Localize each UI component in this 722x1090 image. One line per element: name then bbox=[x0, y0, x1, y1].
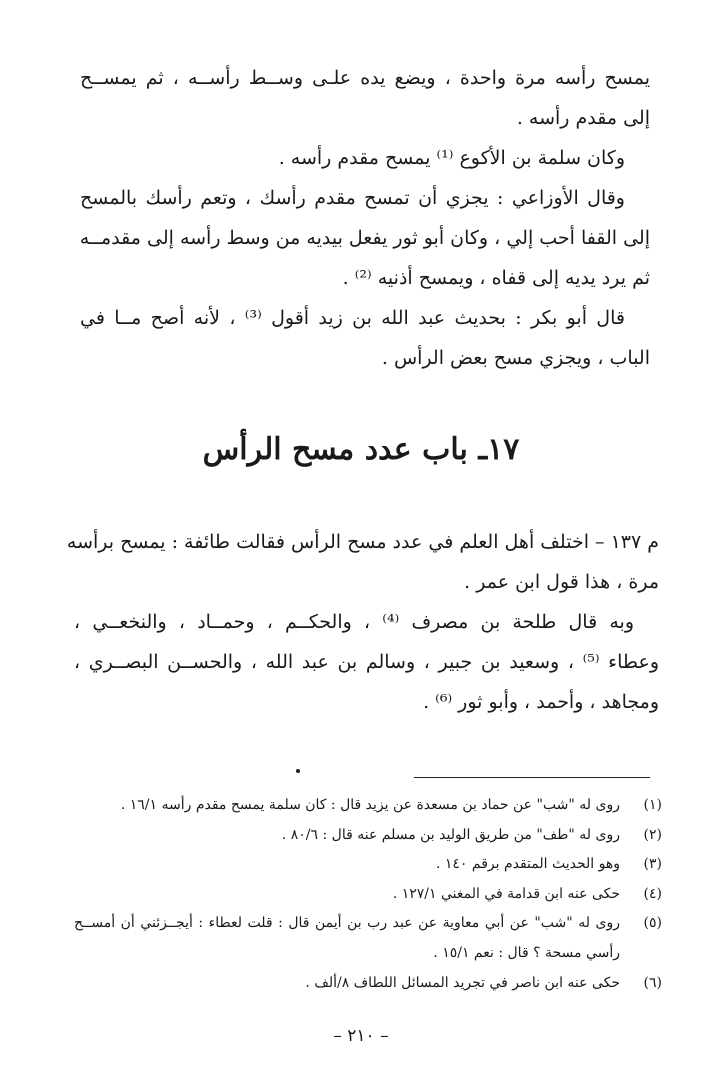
text-line: ومجاهد ، وأحمد ، وأبو ثور ⁽⁶⁾ . bbox=[423, 691, 659, 713]
footnote bbox=[74, 969, 662, 999]
page-number: – ٢١٠ – bbox=[333, 1026, 389, 1046]
text-line: يمسح رأسه مرة واحدة ، ويضع يده علـى وســط رأســه ، ثم يمســح bbox=[80, 67, 650, 89]
footnote bbox=[74, 850, 662, 880]
footnote-separator bbox=[414, 777, 650, 778]
footnote bbox=[74, 821, 662, 851]
footnote-number: (٥) bbox=[643, 915, 662, 932]
footnote-text: حكى عنه ابن قدامة في المغني ١٢٧/١ . bbox=[392, 885, 620, 902]
text-line: م ١٣٧ – اختلف أهل العلم في عدد مسح الرأس فقالت طائفة : يمسح برأسه bbox=[66, 531, 659, 553]
footnote bbox=[74, 909, 662, 939]
footnote-number: (٦) bbox=[643, 974, 662, 991]
text-line: إلى القفا أحب إلي ، وكان أبو ثور يفعل بيديه من وسط رأسه إلى مقدمــه bbox=[79, 227, 650, 249]
footnote-number: (٣) bbox=[643, 856, 662, 873]
ink-dot bbox=[296, 769, 300, 773]
footnote-number: (٤) bbox=[643, 885, 662, 902]
bottom-text-block bbox=[66, 522, 659, 722]
footnote-text: رأسي مسحة ؟ قال : نعم ١٥/١ . bbox=[433, 944, 620, 961]
footnote-number: (٢) bbox=[643, 826, 662, 843]
text-line: وكان سلمة بن الأكوع ⁽¹⁾ يمسح مقدم رأسه . bbox=[278, 147, 625, 169]
chapter-title: ١٧ـ باب عدد مسح الرأس bbox=[202, 432, 520, 467]
footnotes-section bbox=[74, 791, 662, 998]
footnote-text: روى له "شب" عن أبي معاوية عن عبد رب بن أيمن قال : قلت لعطاء : أيجــزئني أن أمســح bbox=[74, 915, 620, 932]
footnote-number: (١) bbox=[643, 797, 662, 813]
footnote-text: روى له "طف" من طريق الوليد بن مسلم عنه قال : ٨٠/٦ . bbox=[281, 826, 620, 843]
footnote-text: حكى عنه ابن ناصر في تجريد المسائل اللطاف ٨/ألف . bbox=[305, 974, 620, 991]
footnote-text: وهو الحديث المتقدم برقم ١٤٠ . bbox=[435, 856, 620, 873]
text-line: مرة ، هذا قول ابن عمر . bbox=[464, 571, 659, 593]
top-text-block bbox=[80, 58, 650, 378]
text-line: قال أبو بكر : بحديث عبد الله بن زيد أقول ⁽³⁾ ، لأنه أصح مــا في bbox=[80, 307, 625, 329]
text-line: الباب ، ويجزي مسح بعض الرأس . bbox=[381, 347, 650, 369]
text-line: إلى مقدم رأسه . bbox=[516, 107, 650, 129]
footnote bbox=[74, 791, 662, 821]
footnote bbox=[74, 880, 662, 910]
footnote-text: روى له "شب" عن حماد بن مسعدة عن يزيد قال : كان سلمة يمسح مقدم رأسه ١٦/١ . bbox=[120, 797, 620, 813]
text-line: وعطاء ⁽⁵⁾ ، وسعيد بن جبير ، وسالم بن عبد الله ، والحســن البصــري ، bbox=[74, 651, 659, 673]
text-line: وبه قال طلحة بن مصرف ⁽⁴⁾ ، والحكــم ، وحمــاد ، والنخعــي ، bbox=[74, 611, 635, 633]
text-line: وقال الأوزاعي : يجزي أن تمسح مقدم رأسك ، وتعم رأسك بالمسح bbox=[80, 187, 625, 209]
footnote bbox=[74, 939, 662, 969]
text-line: ثم يرد يديه إلى قفاه ، ويمسح أذنيه ⁽²⁾ . bbox=[342, 267, 650, 289]
